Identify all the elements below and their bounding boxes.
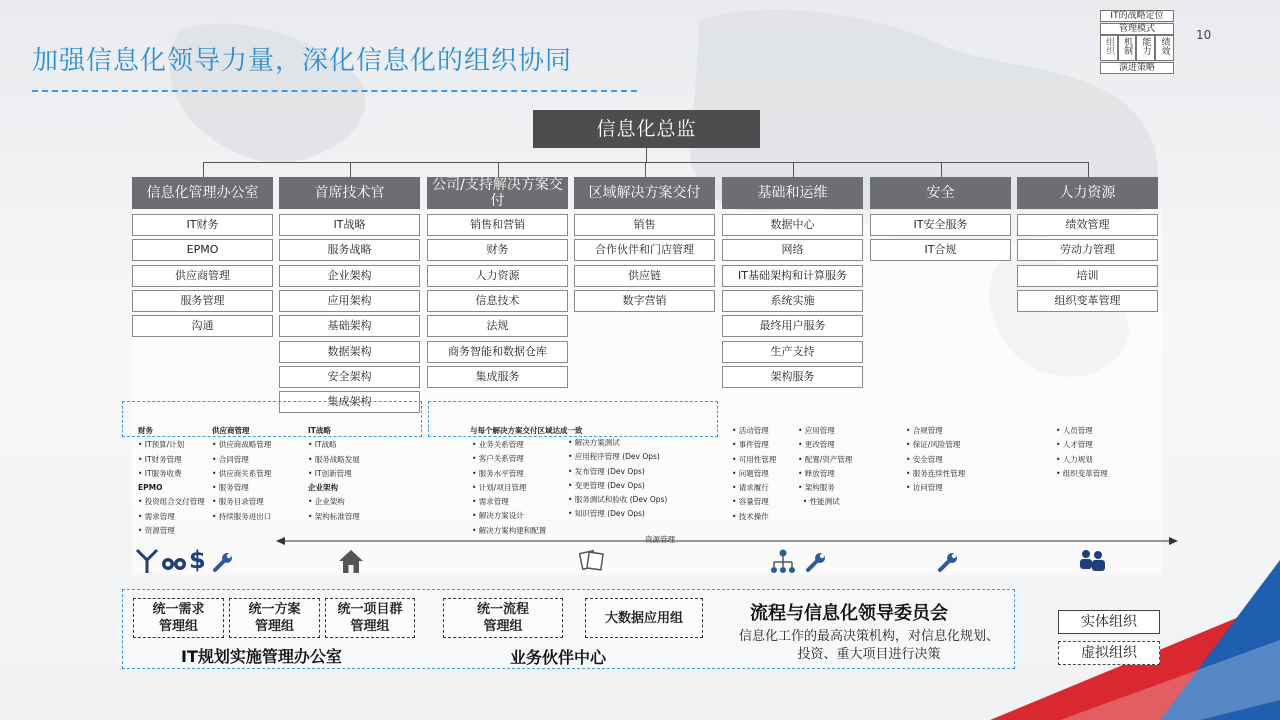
column-item: 组织变革管理 — [1017, 290, 1158, 312]
column-item: IT财务 — [132, 214, 273, 236]
legend-organization — [1100, 35, 1118, 61]
detail-ops-a-item: • 技术操作 — [732, 511, 769, 521]
connector-horizontal — [203, 162, 1089, 163]
column-header: 区域解决方案交付 — [574, 177, 715, 209]
detail-ea-item: • 企业架构 — [308, 497, 345, 507]
wrench-icon — [936, 550, 960, 574]
detail-itstrategy-head: IT战略 — [308, 426, 331, 435]
column-item: EPMO — [132, 239, 273, 261]
legend-mechanism — [1118, 35, 1136, 61]
legend-capability — [1136, 35, 1155, 61]
column-item: 信息技术 — [427, 290, 568, 312]
detail-solution-b — [568, 436, 667, 522]
strategy-legend-box — [1100, 10, 1174, 74]
column-item: 销售 — [574, 214, 715, 236]
detail-vendor-item: • 合同管理 — [212, 454, 249, 464]
group-requirement-management: 统一需求 管理组 — [133, 598, 224, 638]
handshake-icon — [161, 552, 187, 572]
column-header: 安全 — [870, 177, 1011, 209]
column-item: 供应链 — [574, 265, 715, 287]
detail-ea-head: 企业架构 — [308, 483, 338, 493]
column-header: 基础和运维 — [722, 177, 863, 209]
committee-title: 流程与信息化领导委员会 — [750, 603, 948, 624]
legend-strategy-position: IT的战略定位 — [1100, 10, 1174, 22]
detail-security-item: • 访问管理 — [906, 483, 943, 493]
detail-ops-b-item: • 更改管理 — [798, 440, 835, 450]
column-item: 安全架构 — [279, 366, 420, 388]
detail-solution-b-item: • 发布管理 (Dev Ops) — [568, 466, 645, 476]
detail-solution-a-item: • 解决方案设计 — [472, 511, 524, 521]
detail-ea-item: • 架构标准管理 — [308, 511, 360, 521]
detail-vendor-head: 供应商管理 — [212, 426, 250, 435]
column-item: 生产支持 — [722, 341, 863, 363]
column-item: IT战略 — [279, 214, 420, 236]
column-item: 供应商管理 — [132, 265, 273, 287]
column-item: 绩效管理 — [1017, 214, 1158, 236]
legend-mechanism-text: 机制 — [1122, 37, 1132, 55]
detail-hr-item: • 人才管理 — [1056, 440, 1093, 450]
dollar-icon: $ — [189, 546, 206, 574]
connector-col-5 — [793, 162, 794, 177]
detail-ops-b-item: • 性能测试 — [798, 497, 840, 507]
group-big-data: 大数据应用组 — [585, 598, 703, 638]
legend-performance-text: 绩效 — [1159, 37, 1170, 55]
detail-solution-a-item: • 解决方案构建和配置 — [472, 525, 547, 535]
detail-epmo-item: • 需求管理 — [138, 511, 175, 521]
column-header: 信息化管理办公室 — [132, 177, 273, 209]
legend-management-mode: 管理模式 — [1100, 23, 1174, 35]
group-program-management: 统一项目群 管理组 — [325, 598, 415, 638]
detail-vendor-item: • 持续服务进出口 — [212, 511, 272, 521]
people-icon — [1078, 548, 1108, 572]
detail-solution-a-item: • 业务关系管理 — [472, 440, 524, 449]
funnel-icon — [135, 548, 159, 574]
column-item: 培训 — [1017, 265, 1158, 287]
group-solution-management: 统一方案 管理组 — [229, 598, 320, 638]
detail-solution-a — [472, 438, 546, 538]
legend-capability-text: 能力 — [1140, 37, 1151, 55]
page-number: 10 — [1196, 28, 1212, 42]
detail-security-item: • 安全管理 — [906, 454, 943, 464]
column-item: 集成服务 — [427, 366, 568, 388]
detail-vendor-item: • 服务管理 — [212, 483, 249, 493]
column-item: 数据中心 — [722, 214, 863, 236]
column-item: IT安全服务 — [870, 214, 1011, 236]
detail-solution-b-item: • 知识管理 (Dev Ops) — [568, 509, 645, 519]
legend-organization-text: 组织 — [1104, 37, 1114, 55]
column-item: 最终用户服务 — [722, 315, 863, 337]
detail-ops-b-item: • 架构服务 — [798, 483, 835, 493]
column-item: 数据架构 — [279, 341, 420, 363]
detail-ops-a-item: • 活动管理 — [732, 426, 769, 435]
detail-solution-b-item: • 服务测试和验收 (Dev Ops) — [568, 495, 668, 505]
detail-finance — [138, 424, 205, 538]
legend-evolution-strategy: 演进策略 — [1100, 62, 1174, 74]
detail-vendor — [212, 424, 271, 524]
double-arrow-line — [276, 534, 1178, 548]
column-item: 架构服务 — [722, 366, 863, 388]
connector-top — [646, 148, 647, 162]
detail-hr-item: • 人力规划 — [1056, 454, 1093, 464]
legend-solid-organization: 实体组织 — [1058, 610, 1160, 634]
column-item: 企业架构 — [279, 265, 420, 287]
detail-solution-a-item: • 客户关系管理 — [472, 454, 524, 464]
detail-solution-b-item: • 应用程序管理 (Dev Ops) — [568, 452, 660, 462]
detail-finance-item: • IT服务收费 — [138, 468, 182, 478]
column-item: 人力资源 — [427, 265, 568, 287]
legend-performance — [1155, 35, 1174, 61]
title-underline — [32, 90, 637, 92]
column-item: IT基础架构和计算服务 — [722, 265, 863, 287]
hierarchy-icon — [770, 548, 796, 574]
column-item: 应用架构 — [279, 290, 420, 312]
wrench-icon — [804, 550, 828, 574]
detail-itstrategy-item: • IT战略 — [308, 440, 337, 450]
column-item: 销售和营销 — [427, 214, 568, 236]
detail-ops-a-item: • 问题管理 — [732, 468, 769, 478]
connector-col-3 — [498, 162, 499, 177]
column-item: 服务战略 — [279, 239, 420, 261]
detail-solution-a-item: • 需求管理 — [472, 497, 509, 507]
column-item: 集成架构 — [279, 391, 420, 413]
column-item: 劳动力管理 — [1017, 239, 1158, 261]
partner-center-label: 业务伙伴中心 — [510, 648, 607, 667]
column-item: 合作伙伴和门店管理 — [574, 239, 715, 261]
detail-security-item: • 服务连续性管理 — [906, 468, 966, 478]
detail-solution-b-item: • 变更管理 (Dev Ops) — [568, 480, 645, 490]
house-icon — [338, 548, 364, 574]
column-header: 公司/支持解决方案交付 — [427, 177, 568, 209]
office-label: IT规划实施管理办公室 — [181, 647, 342, 666]
detail-ops-b-item: • 应用管理 — [798, 426, 835, 435]
group-process-management: 统一流程 管理组 — [443, 598, 563, 638]
detail-finance-head: 财务 — [138, 426, 153, 435]
column-item: 财务 — [427, 239, 568, 261]
detail-ops-a-item: • 可用性管理 — [732, 454, 777, 464]
detail-ops-a — [732, 424, 776, 524]
legend-virtual-organization: 虚拟组织 — [1058, 641, 1160, 665]
connector-col-1 — [203, 162, 204, 177]
page-title: 加强信息化领导力量，深化信息化的组织协同 — [32, 46, 573, 76]
column-item: 商务智能和数据仓库 — [427, 341, 568, 363]
detail-finance-item: • IT预算/计划 — [138, 440, 185, 450]
connector-col-4 — [645, 162, 646, 177]
wrench-icon — [211, 550, 235, 574]
detail-ops-b-item: • 配置/资产管理 — [798, 454, 853, 464]
detail-vendor-item: • 供应商关系管理 — [212, 468, 272, 478]
cio-box: 信息化总监 — [533, 110, 760, 148]
detail-solution-head: 与每个解决方案交付区域达成一致 — [470, 426, 583, 435]
detail-it-strategy — [308, 424, 360, 524]
column-item: 法规 — [427, 315, 568, 337]
detail-security-item: • 保证/风险管理 — [906, 440, 961, 450]
column-item: 数字营销 — [574, 290, 715, 312]
connector-col-6 — [941, 162, 942, 177]
connector-col-2 — [350, 162, 351, 177]
detail-hr-item: • 人员管理 — [1056, 426, 1093, 435]
detail-hr — [1056, 424, 1108, 481]
detail-ops-a-item: • 请求履行 — [732, 483, 769, 493]
committee-description: 信息化工作的最高决策机构，对信息化规划、投资、重大项目进行决策 — [738, 629, 999, 662]
detail-solution-a-item: • 计划/项目管理 — [472, 482, 527, 492]
detail-ops-b-item: • 释放管理 — [798, 468, 835, 478]
detail-hr-item: • 组织变革管理 — [1056, 468, 1108, 478]
column-item: 服务管理 — [132, 290, 273, 312]
detail-ops-a-item: • 容量管理 — [732, 497, 769, 507]
detail-solution-b-item: • 解决方案测试 — [568, 438, 620, 447]
detail-resource-mgmt: 资源管理 — [645, 535, 675, 544]
column-item: 网络 — [722, 239, 863, 261]
detail-solution-a-item: • 服务水平管理 — [472, 468, 524, 478]
column-header: 人力资源 — [1017, 177, 1158, 209]
detail-security-item: • 合规管理 — [906, 426, 943, 435]
detail-itstrategy-item: • 服务战略发展 — [308, 454, 360, 464]
column-item: IT合规 — [870, 239, 1011, 261]
detail-epmo-item: • 资源管理 — [138, 526, 175, 536]
detail-finance-item: • IT财务管理 — [138, 454, 182, 464]
column-item: 沟通 — [132, 315, 273, 337]
documents-icon — [579, 548, 605, 572]
detail-ops-a-item: • 事件管理 — [732, 440, 769, 450]
column-item: 系统实施 — [722, 290, 863, 312]
column-item: 基础架构 — [279, 315, 420, 337]
connector-col-7 — [1088, 162, 1089, 177]
detail-epmo-item: • 投资组合交付管理 — [138, 497, 205, 507]
detail-vendor-item: • 供应商战略管理 — [212, 440, 272, 450]
detail-vendor-item: • 服务目录管理 — [212, 497, 264, 507]
detail-itstrategy-item: • IT创新管理 — [308, 468, 352, 478]
detail-ops-b — [798, 424, 852, 510]
column-header: 首席技术官 — [279, 177, 420, 209]
detail-epmo-head: EPMO — [138, 483, 163, 493]
detail-security — [906, 424, 965, 495]
